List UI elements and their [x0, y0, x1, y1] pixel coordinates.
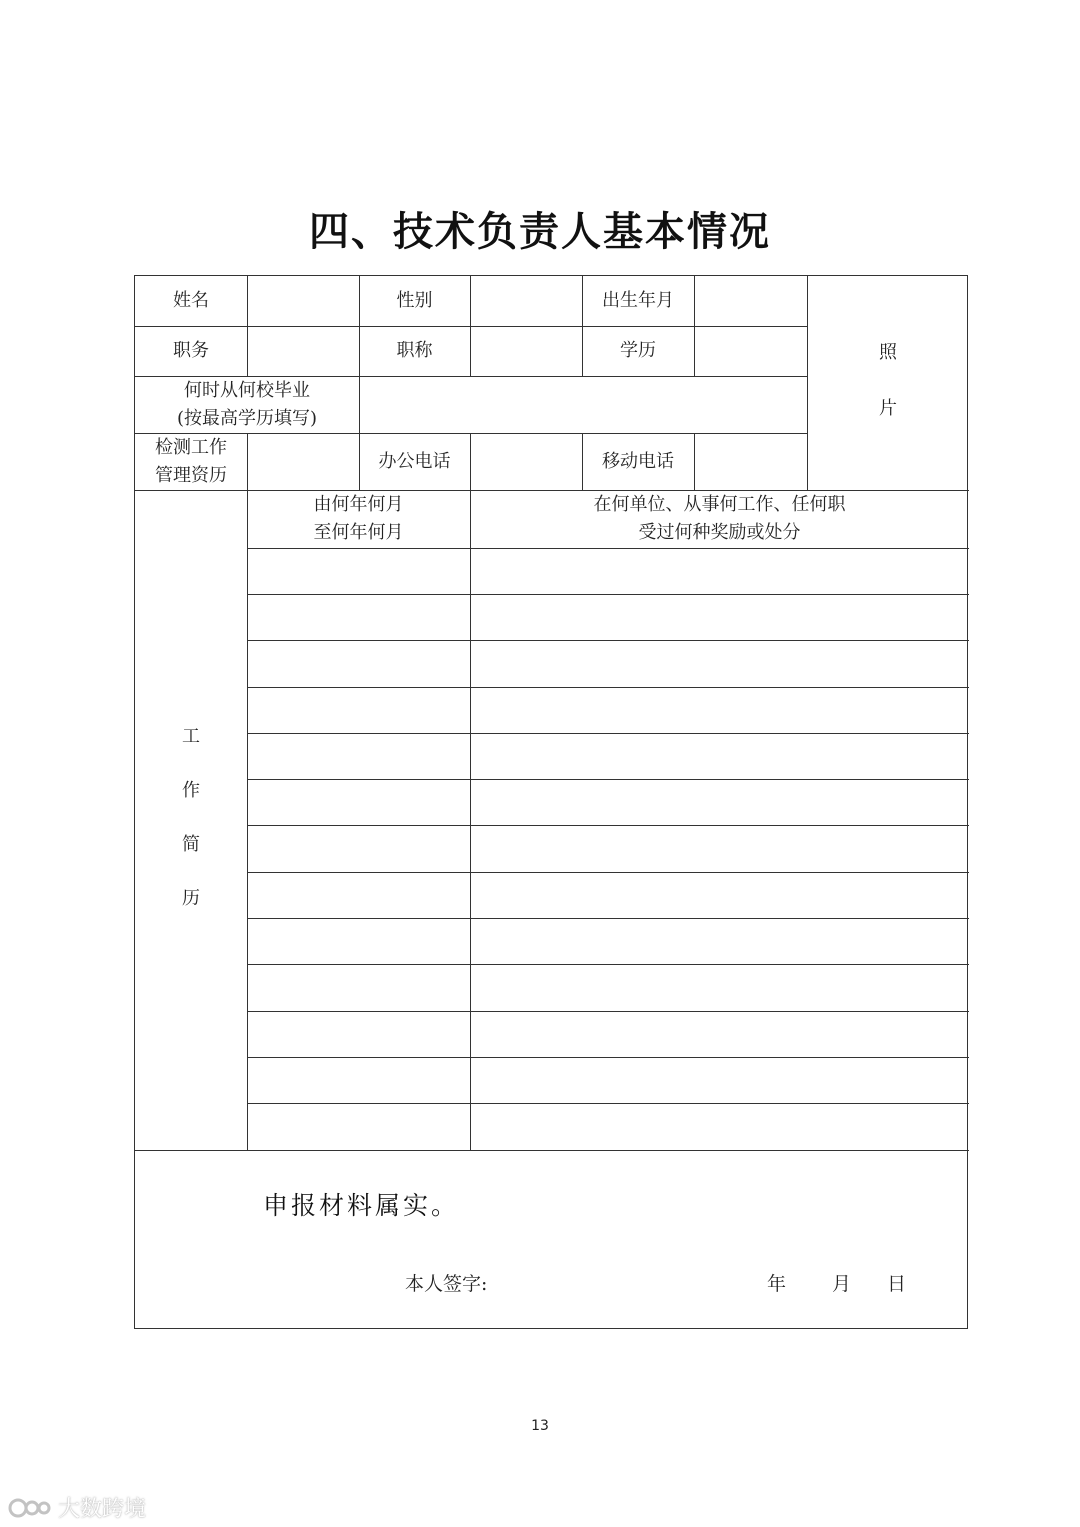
detail-column-header: 在何单位、从事何工作、任何职 受过何种奖励或处分 — [593, 494, 846, 543]
position-label: 职务 — [173, 340, 209, 361]
period-column-header: 由何年何月 至何年何月 — [313, 494, 404, 543]
experience-label: 检测工作 管理资历 — [155, 436, 227, 486]
work-detail-cell[interactable] — [470, 872, 969, 918]
office-phone-field[interactable] — [470, 433, 582, 490]
title-field[interactable] — [470, 326, 582, 376]
work-period-cell[interactable] — [247, 1057, 470, 1103]
work-detail-cell[interactable] — [470, 594, 969, 640]
work-detail-cell[interactable] — [470, 733, 969, 779]
birth-field[interactable] — [694, 276, 807, 326]
work-period-cell[interactable] — [247, 640, 470, 687]
watermark — [8, 1492, 146, 1523]
mobile-phone-field[interactable] — [694, 433, 807, 490]
work-period-cell[interactable] — [247, 733, 470, 779]
work-detail-cell[interactable] — [470, 825, 969, 872]
work-period-cell[interactable] — [247, 687, 470, 733]
birth-label: 出生年月 — [602, 290, 674, 311]
work-detail-cell[interactable] — [470, 548, 969, 594]
page-number: 13 — [531, 1418, 549, 1434]
gender-label: 性别 — [396, 290, 433, 311]
photo-label-2: 片 — [879, 398, 897, 419]
experience-field[interactable] — [247, 433, 359, 490]
work-detail-cell[interactable] — [470, 964, 969, 1011]
work-period-cell[interactable] — [247, 1011, 470, 1057]
mobile-phone-label: 移动电话 — [602, 450, 674, 472]
date-day-label: 日 — [887, 1273, 907, 1295]
work-period-cell[interactable] — [247, 825, 470, 872]
work-period-cell[interactable] — [247, 548, 470, 594]
education-field[interactable] — [694, 326, 807, 376]
work-detail-cell[interactable] — [470, 1011, 969, 1057]
date-year-label: 年 — [767, 1273, 787, 1295]
watermark-text: 大数跨境 — [58, 1497, 147, 1522]
work-detail-cell[interactable] — [470, 779, 969, 825]
work-period-cell[interactable] — [247, 872, 470, 918]
office-phone-label: 办公电话 — [378, 450, 451, 472]
work-period-cell[interactable] — [247, 1103, 470, 1150]
work-detail-cell[interactable] — [470, 687, 969, 733]
watermark-logo-icon — [8, 1495, 52, 1521]
gender-field[interactable] — [470, 276, 582, 326]
work-detail-cell[interactable] — [470, 918, 969, 964]
work-period-cell[interactable] — [247, 918, 470, 964]
title-label: 职称 — [396, 340, 433, 361]
photo-box[interactable] — [807, 338, 969, 420]
name-field[interactable] — [247, 276, 359, 326]
page-title: 四、技术负责人基本情况 — [309, 208, 771, 255]
work-detail-cell[interactable] — [470, 640, 969, 687]
education-label: 学历 — [620, 340, 656, 361]
date-month-label: 月 — [832, 1273, 852, 1295]
work-period-cell[interactable] — [247, 779, 470, 825]
work-detail-cell[interactable] — [470, 1103, 969, 1150]
name-label: 姓名 — [173, 290, 209, 311]
work-history-label: 工 作 简 历 — [182, 726, 200, 909]
school-label: 何时从何校毕业 (按最高学历填写) — [176, 379, 318, 429]
signature-label: 本人签字: — [405, 1273, 488, 1295]
photo-label-1: 照 — [879, 342, 897, 363]
school-field[interactable] — [359, 376, 807, 433]
work-detail-cell[interactable] — [470, 1057, 969, 1103]
work-period-cell[interactable] — [247, 594, 470, 640]
position-field[interactable] — [247, 326, 359, 376]
application-form — [134, 275, 968, 1329]
declaration-statement: 申报材料属实。 — [263, 1191, 460, 1220]
work-period-cell[interactable] — [247, 964, 470, 1011]
